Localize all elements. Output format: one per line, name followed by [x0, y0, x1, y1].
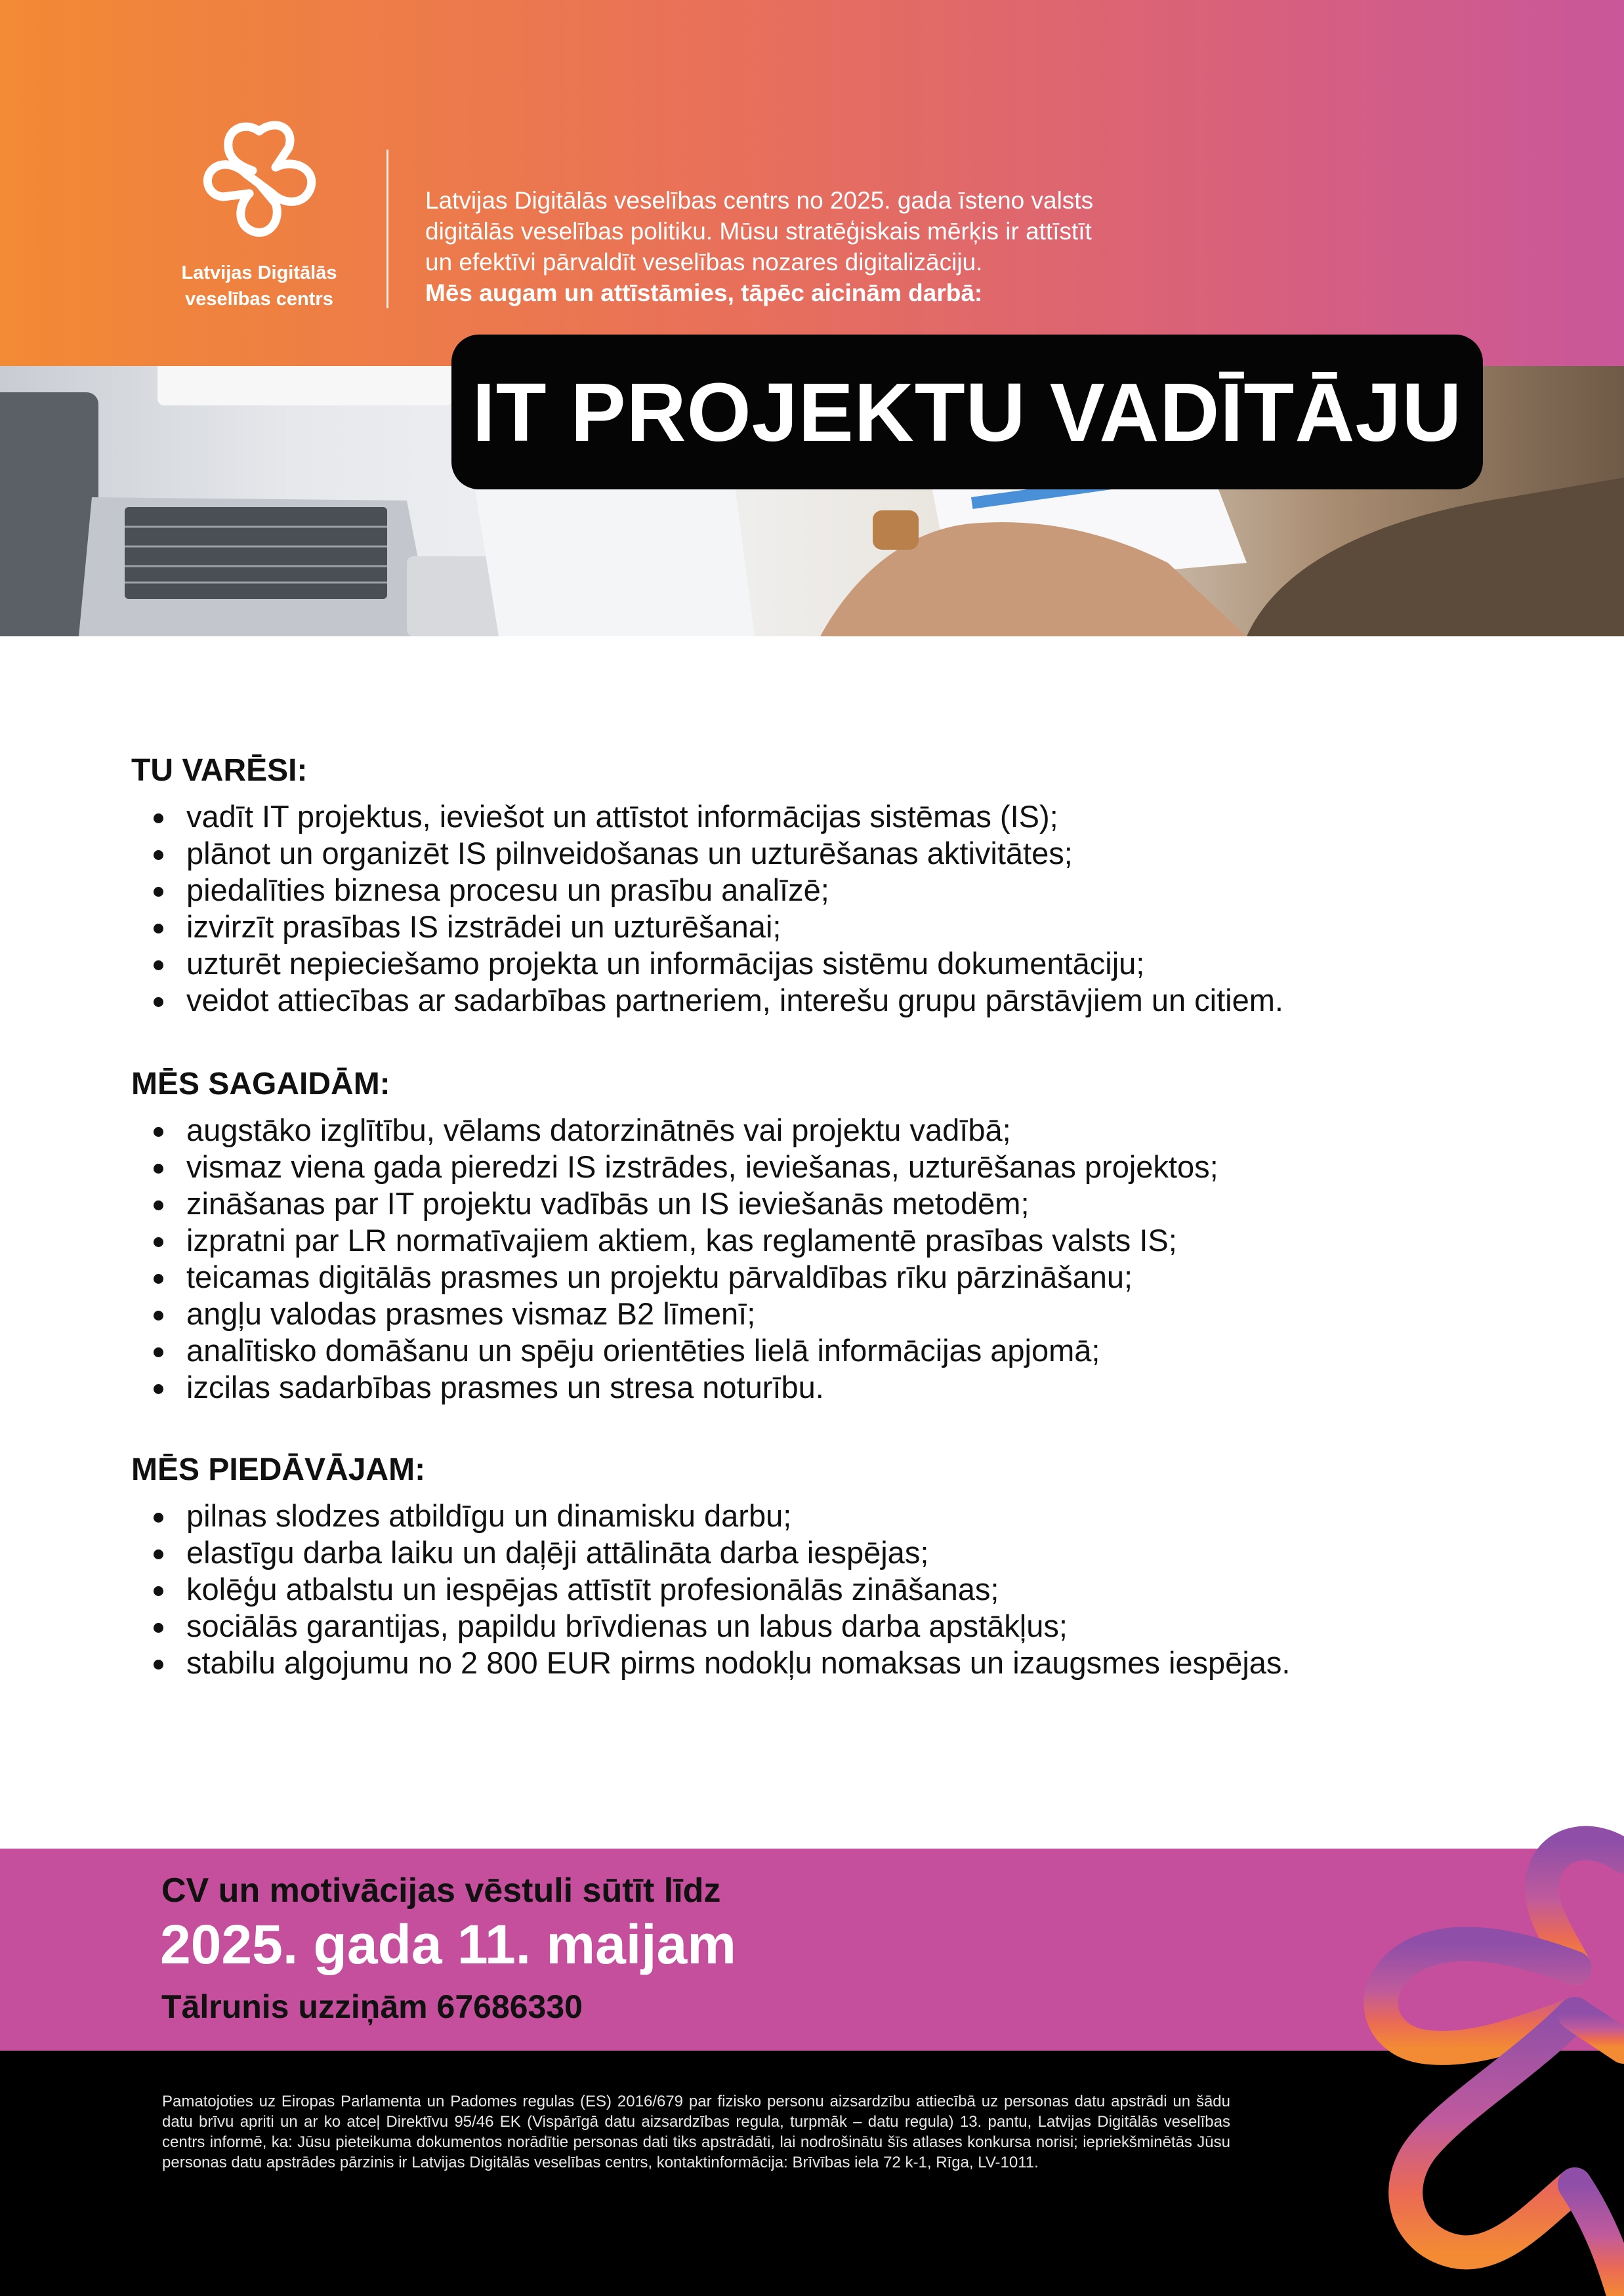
list-item: plānot un organizēt IS pilnveidošanas un uzturēšanas aktivitātes; [131, 835, 1509, 872]
list-item: piedalīties biznesa procesu un prasību analīzē; [131, 872, 1509, 909]
section-heading-you-can: TU VARĒSI: [131, 753, 308, 788]
privacy-notice: Pamatojoties uz Eiropas Parlamenta un Padomes regulas (ES) 2016/679 par fizisko personu aizsardzību attiecībā uz personas datu apstrādi un šādu datu brīvu apriti un ar ko atceļ Direktīvu 95/46 EK (Vispārīgā datu aizsardzības regula, turpmāk – datu regula) 13. pantu, Latvijas Digitālās veselības centrs informē, ka: Jūsu pieteikuma dokumentos norādītie personas dati tiks apstrādāti, lai nodrošinātu šīs atlases konkursa norisi; iepriekšminētās Jūsu personas datu apstrādes pārzinis ir Latvijas Digitālās veselības centrs, kontaktinformācija: Brīvības iela 72 k-1, Rīga, LV-1011. [162, 2093, 1230, 2171]
list-item: kolēģu atbalstu un iespējas attīstīt profesionālās zināšanas; [131, 1571, 1509, 1608]
job-title: IT PROJEKTU VADĪTĀJU [472, 365, 1463, 459]
section-heading-we-offer: MĒS PIEDĀVĀJAM: [131, 1452, 426, 1487]
logo-line-2: veselības centrs [185, 289, 333, 310]
list-item: angļu valodas prasmes vismaz B2 līmenī; [131, 1296, 1509, 1332]
list-you-can [131, 798, 1509, 1019]
list-item: vismaz viena gada pieredzi IS izstrādes, ieviešanas, uzturēšanas projektos; [131, 1149, 1509, 1185]
phone-info: Tālrunis uzziņām 67686330 [161, 1988, 583, 2025]
keyboard-white [157, 366, 453, 405]
intro-text [425, 185, 1226, 308]
list-item: analītisko domāšanu un spēju orientēties lielā informācijas apjomā; [131, 1332, 1509, 1369]
list-item: zināšanas par IT projektu vadībās un IS ieviešanās metodēm; [131, 1185, 1509, 1222]
job-title-box [451, 335, 1483, 489]
deadline-date: 2025. gada 11. maijam [160, 1914, 736, 1975]
list-we-offer [131, 1498, 1509, 1681]
list-item: stabilu algojumu no 2 800 EUR pirms nodokļu nomaksas un izaugsmes iespējas. [131, 1645, 1509, 1681]
list-item: pilnas slodzes atbildīgu un dinamisku darbu; [131, 1498, 1509, 1534]
cv-instruction: CV un motivācijas vēstuli sūtīt līdz [161, 1872, 721, 1910]
laptop-keyboard [125, 507, 387, 599]
list-item: izvirzīt prasības IS izstrādei un uzturēšanai; [131, 909, 1509, 945]
list-item: teicamas digitālās prasmes un projektu pārvaldības rīku pārzināšanu; [131, 1259, 1509, 1296]
intro-line-2: digitālās veselības politiku. Mūsu stratēģiskais mērķis ir attīstīt [425, 218, 1092, 245]
organization-logo [157, 112, 361, 315]
list-item: veidot attiecības ar sadarbības partneriem, interešu grupu pārstāvjiem un citiem. [131, 982, 1509, 1019]
intro-line-1: Latvijas Digitālās veselības centrs no 2025. gada īsteno valsts [425, 187, 1094, 214]
list-item: uzturēt nepieciešamo projekta un informācijas sistēmu dokumentāciju; [131, 945, 1509, 982]
list-item: izcilas sadarbības prasmes un stresa noturību. [131, 1369, 1509, 1406]
list-item: sociālās garantijas, papildu brīvdienas un labus darba apstākļus; [131, 1608, 1509, 1645]
arm-sleeve [1247, 478, 1624, 636]
intro-line-3: un efektīvi pārvaldīt veselības nozares digitalizāciju. [425, 249, 983, 276]
header-divider [386, 150, 388, 308]
list-item: elastīgu darba laiku un daļēji attālināta darba iespējas; [131, 1534, 1509, 1571]
logo-line-1: Latvijas Digitālās [181, 262, 337, 283]
list-we-expect [131, 1112, 1509, 1406]
flower-logo-icon [197, 112, 322, 243]
wristwatch [873, 510, 919, 550]
header-banner [0, 0, 1624, 367]
list-item: vadīt IT projektus, ieviešot un attīstot informācijas sistēmas (IS); [131, 798, 1509, 835]
section-heading-we-expect: MĒS SAGAIDĀM: [131, 1067, 390, 1101]
logo-wordmark [157, 260, 361, 312]
list-item: augstāko izglītību, vēlams datorzinātnēs vai projektu vadībā; [131, 1112, 1509, 1149]
job-description [131, 751, 1509, 1681]
large-flower-logo-icon [1325, 1817, 1624, 2296]
list-item: izpratni par LR normatīvajiem aktiem, kas reglamentē prasības valsts IS; [131, 1222, 1509, 1259]
intro-call-to-action: Mēs augam un attīstāmies, tāpēc aicinām darbā: [425, 279, 983, 306]
